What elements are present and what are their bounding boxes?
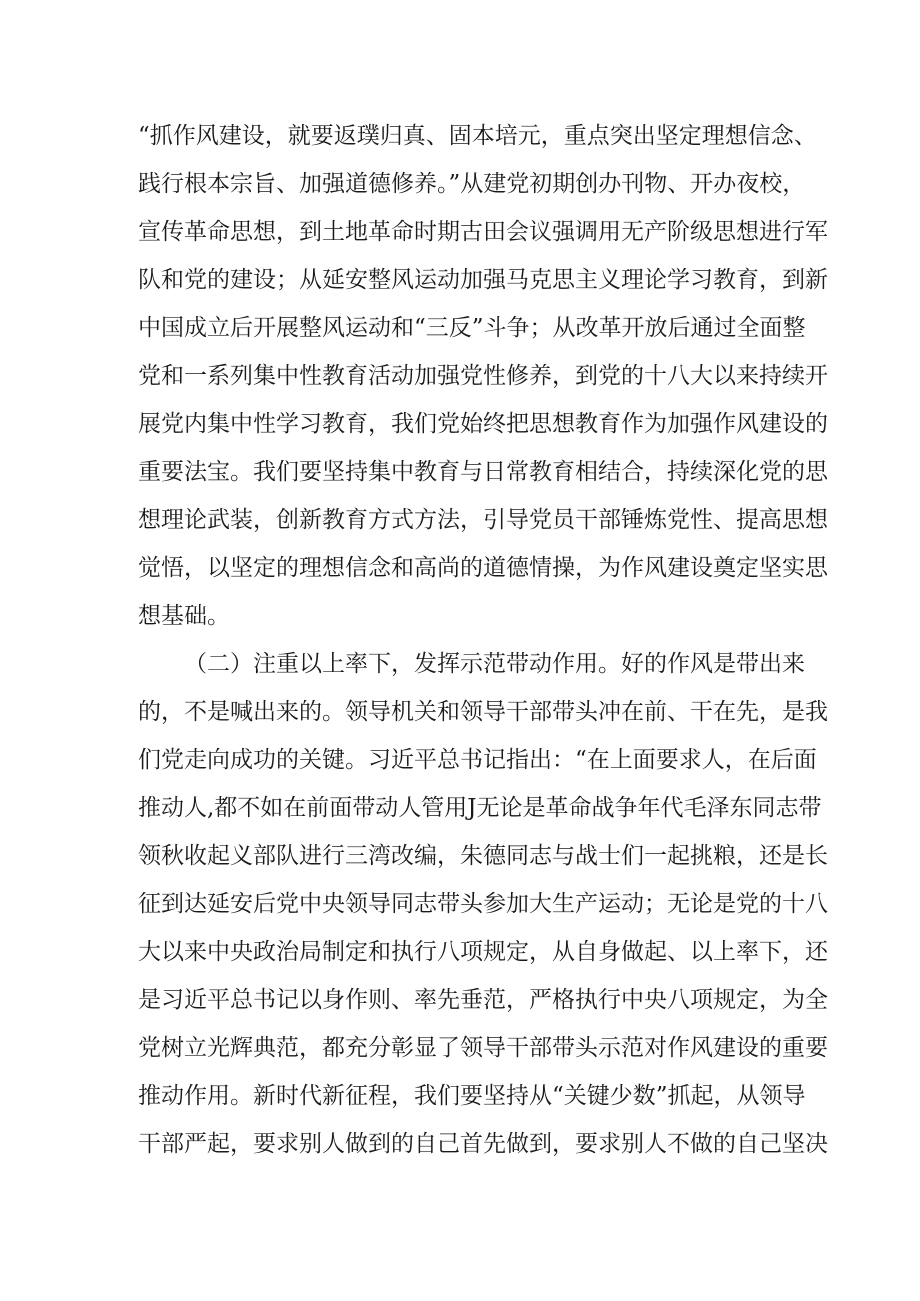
text-line: 觉悟，以坚定的理想信念和高尚的道德情操，为作风建设奠定坚实思 bbox=[138, 555, 828, 581]
text-line: 党和一系列集中性教育活动加强党性修养，到党的十八大以来持续开 bbox=[138, 363, 828, 389]
text-line: 中国成立后开展整风运动和“三反”斗争；从改革开放后通过全面整 bbox=[138, 315, 806, 341]
text-line: 队和党的建设；从延安整风运动加强马克思主义理论学习教育，到新 bbox=[138, 267, 828, 293]
text-line: “抓作风建设，就要返璞归真、固本培元，重点突出坚定理想信念、 bbox=[138, 123, 817, 149]
text-line: 大以来中央政治局制定和执行八项规定，从自身做起、以上率下，还 bbox=[138, 939, 828, 965]
text-line: 们党走向成功的关键。习近平总书记指出：“在上面要求人，在后面 bbox=[138, 747, 817, 773]
text-line: 宣传革命思想，到土地革命时期古田会议强调用无产阶级思想进行军 bbox=[138, 219, 828, 245]
text-line: 想理论武装，创新教育方式方法，引导党员干部锤炼党性、提高思想 bbox=[138, 507, 828, 533]
text-line: 重要法宝。我们要坚持集中教育与日常教育相结合，持续深化党的思 bbox=[138, 459, 828, 485]
text-line: 推动作用。新时代新征程，我们要坚持从“关键少数”抓起，从领导 bbox=[138, 1083, 806, 1109]
text-line: 领秋收起义部队进行三湾改编，朱德同志与战士们一起挑粮，还是长 bbox=[138, 843, 828, 869]
section-heading-line: （二）注重以上率下，发挥示范带动作用。好的作风是带出来 bbox=[184, 651, 805, 677]
text-line: 征到达延安后党中央领导同志带头参加大生产运动；无论是党的十八 bbox=[138, 891, 828, 917]
text-line: 展党内集中性学习教育，我们党始终把思想教育作为加强作风建设的 bbox=[138, 411, 828, 437]
text-line: 推动人,都不如在前面带动人管用J无论是革命战争年代毛泽东同志带 bbox=[138, 795, 822, 821]
text-line: 是习近平总书记以身作则、率先垂范，严格执行中央八项规定，为全 bbox=[138, 987, 828, 1013]
text-line: 党树立光辉典范，都充分彰显了领导干部带头示范对作风建设的重要 bbox=[138, 1035, 828, 1061]
text-line: 想基础。 bbox=[138, 603, 230, 629]
text-line: 干部严起，要求别人做到的自己首先做到，要求别人不做的自己坚决 bbox=[138, 1131, 828, 1157]
text-line: 践行根本宗旨、加强道德修养。”从建党初期创办刊物、开办夜校， bbox=[138, 171, 806, 197]
text-line: 的，不是喊出来的。领导机关和领导干部带头冲在前、干在先，是我 bbox=[138, 699, 828, 725]
